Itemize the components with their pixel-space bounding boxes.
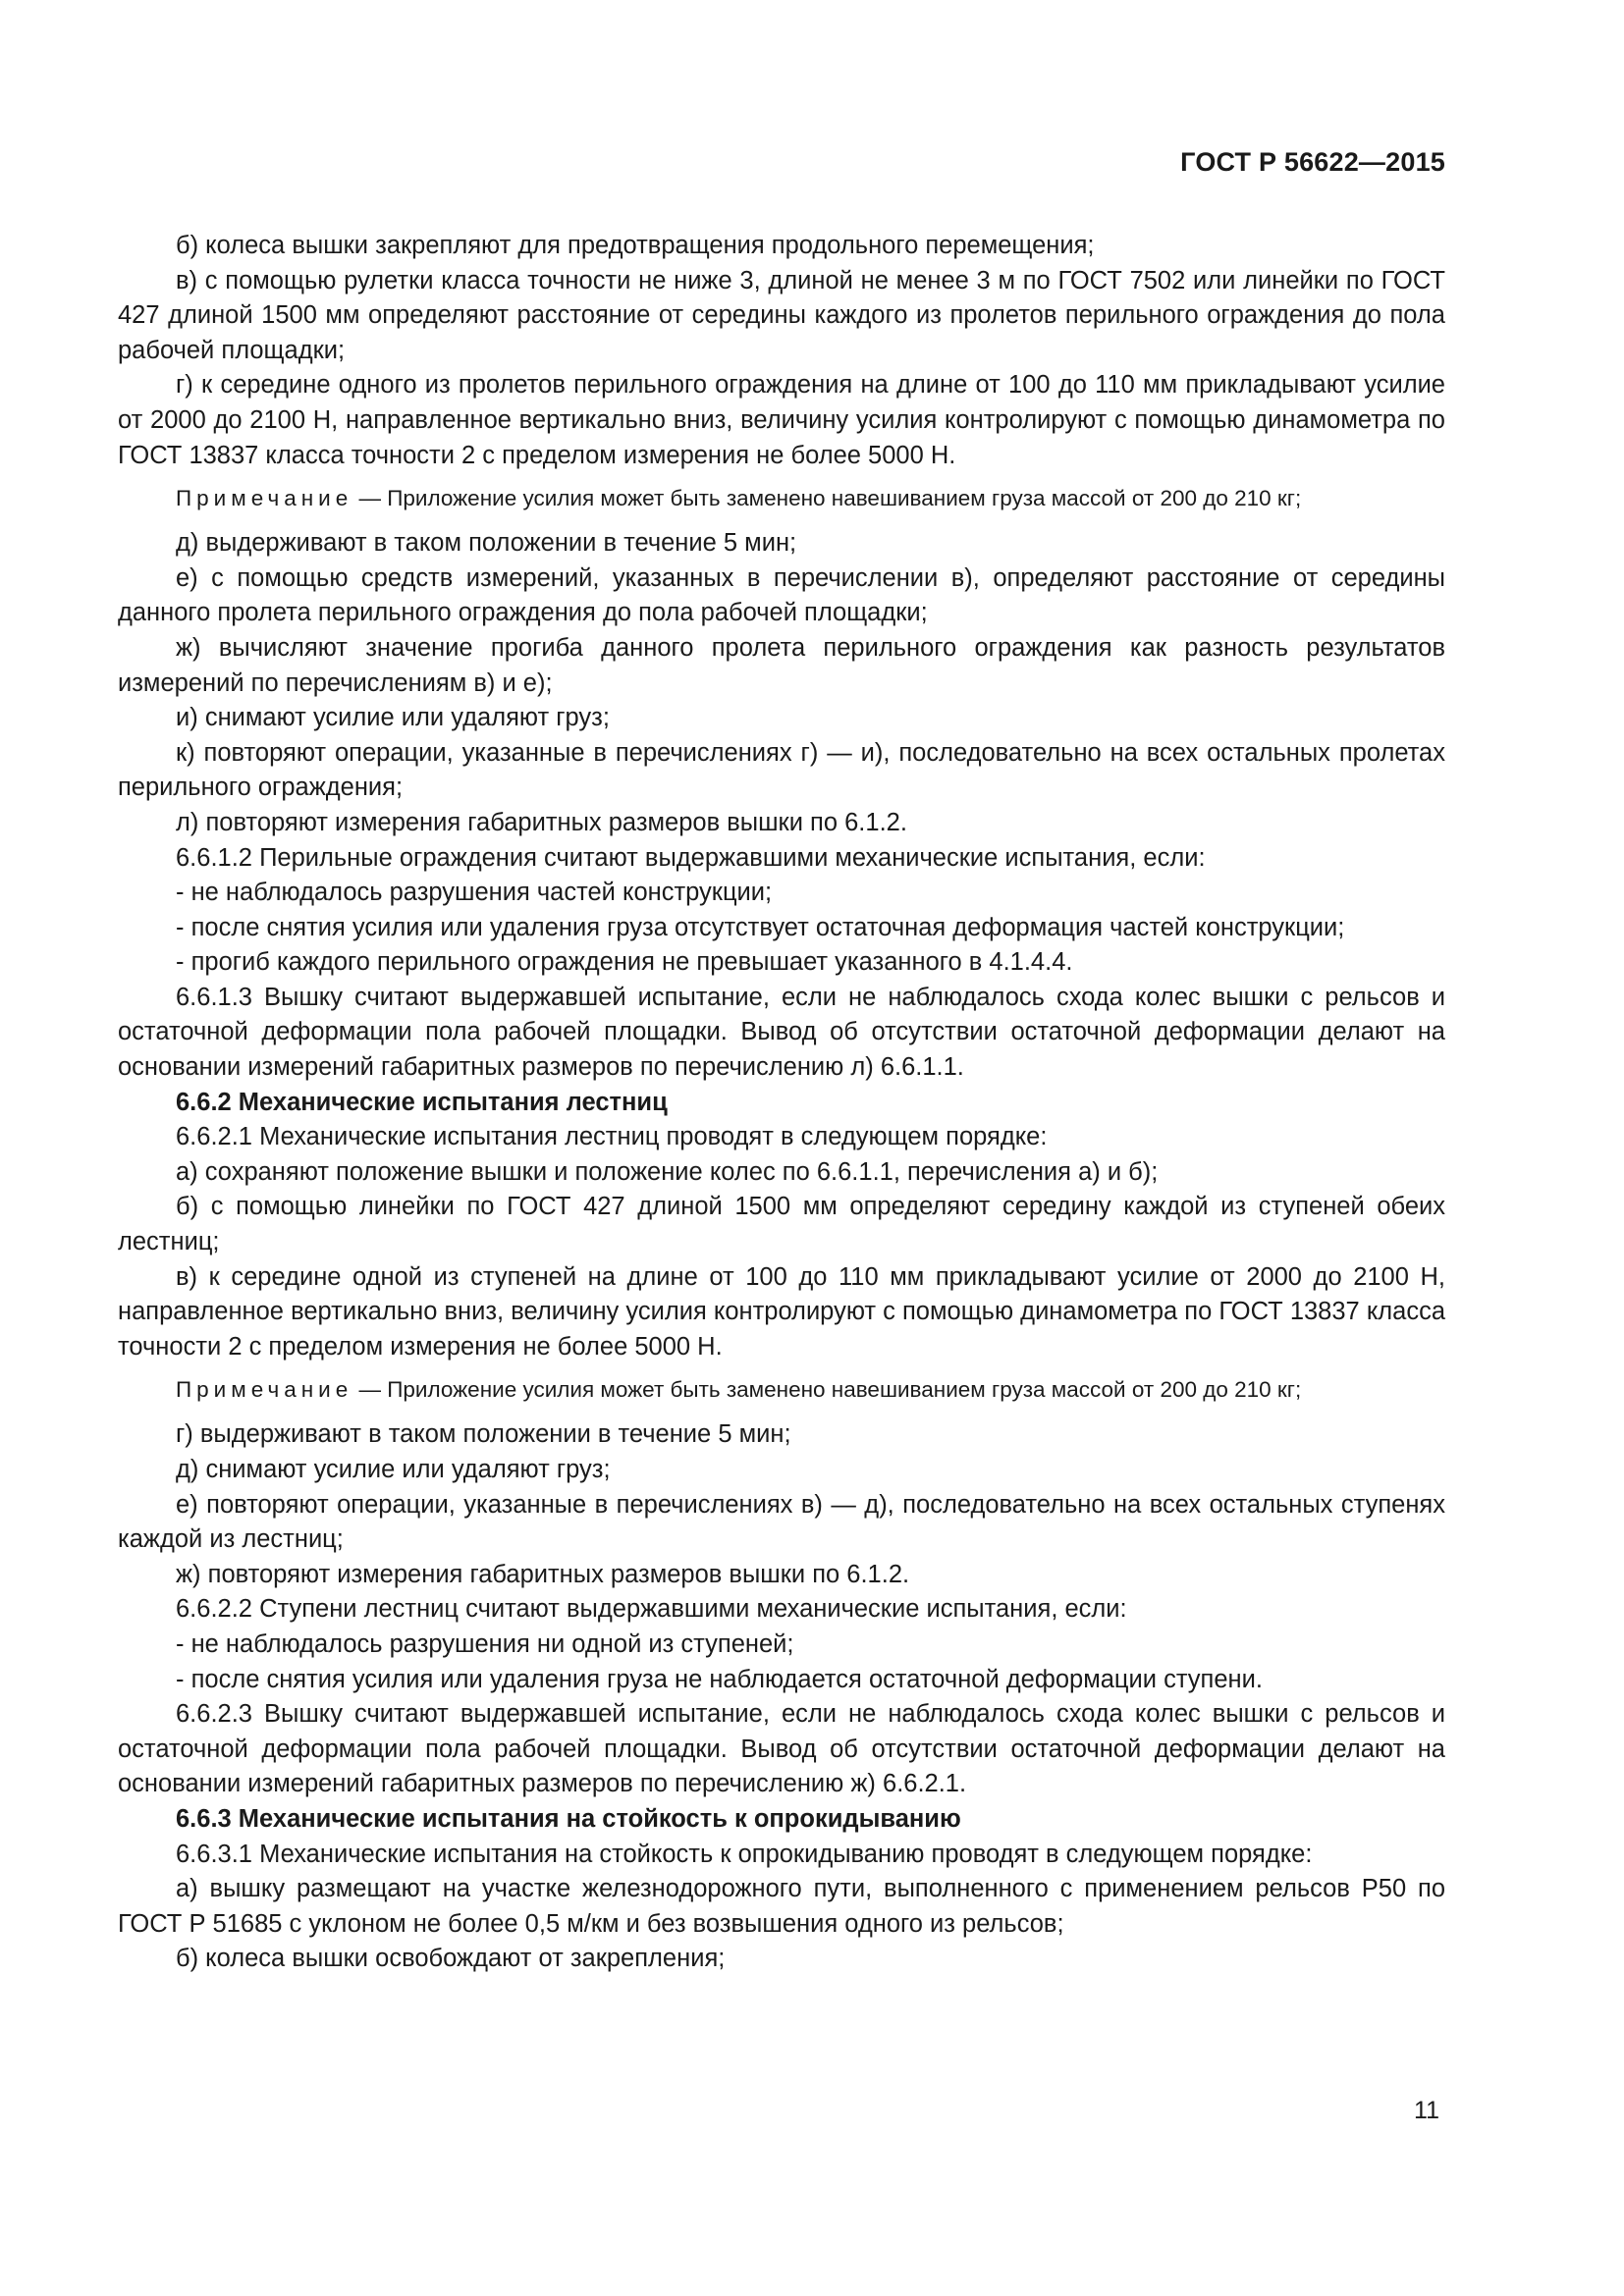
list-item: - не наблюдалось разрушения частей конструкции; bbox=[176, 879, 773, 907]
list-item: д) выдерживают в таком положении в течение 5 мин; bbox=[176, 529, 797, 558]
note-text: — Приложение усилия может быть заменено навешиванием груза массой от 200 до 210 кг; bbox=[352, 486, 1302, 511]
list-item: - прогиб каждого перильного ограждения не превышает указанного в 4.1.4.4. bbox=[176, 948, 1073, 977]
list-item: ж) вычисляют значение прогиба данного пролета перильного ограждения как разность результатов измерений по перечислениям в) и е); bbox=[118, 633, 1445, 697]
note-label: Примечание bbox=[176, 1377, 353, 1403]
list-item: е) повторяют операции, указанные в перечислениях в) — д), последовательно на всех остальных ступенях каждой из лестниц; bbox=[118, 1490, 1445, 1554]
document-body bbox=[118, 229, 1445, 1977]
note-label: Примечание bbox=[176, 486, 353, 511]
clause-paragraph: 6.6.1.2 Перильные ограждения считают выдержавшими механические испытания, если: bbox=[176, 843, 1206, 872]
clause-paragraph: 6.6.3.1 Механические испытания на стойкость к опрокидыванию проводят в следующем порядке: bbox=[176, 1840, 1313, 1868]
list-item: ж) повторяют измерения габаритных размеров вышки по 6.1.2. bbox=[176, 1560, 910, 1588]
note bbox=[118, 482, 1445, 514]
list-item: и) снимают усилие или удаляют груз; bbox=[176, 704, 610, 732]
document-code: ГОСТ Р 56622—2015 bbox=[1180, 147, 1445, 177]
list-item: б) колеса вышки освобождают от закрепления; bbox=[176, 1945, 726, 1973]
list-item: д) снимают усилие или удаляют груз; bbox=[176, 1456, 611, 1483]
list-item: а) вышку размещают на участке железнодорожного пути, выполненного с применением рельсов Р50 по ГОСТ Р 51685 с уклоном не более 0,5 м/км и без возвышения одного из рельсов; bbox=[118, 1875, 1445, 1938]
list-item: в) к середине одной из ступеней на длине от 100 до 110 мм прикладывают усилие от 2000 до 2100 Н, направленное вертикально вниз, величину усилия контролируют с помощью динамометра по ГОСТ 13837 класса точности 2 с пределом измерения не более 5000 Н. bbox=[118, 1262, 1445, 1361]
list-item: е) с помощью средств измерений, указанных в перечислении в), определяют расстояние от середины данного пролета перильного ограждения до пола рабочей площадки; bbox=[118, 563, 1445, 627]
list-item: б) колеса вышки закрепляют для предотвращения продольного перемещения; bbox=[176, 232, 1095, 259]
clause-paragraph: 6.6.2.3 Вышку считают выдержавшей испытание, если не наблюдалось схода колес вышки с рельсов и остаточной деформации пола рабочей площадки. Вывод об отсутствии остаточной деформации делают на основании измерений габаритных размеров по перечислению ж) 6.6.2.1. bbox=[118, 1700, 1445, 1798]
page-number: 11 bbox=[1414, 2097, 1439, 2124]
list-item: к) повторяют операции, указанные в перечислениях г) — и), последовательно на всех остальных пролетах перильного ограждения; bbox=[118, 738, 1445, 802]
clause-paragraph: 6.6.2.1 Механические испытания лестниц проводят в следующем порядке: bbox=[176, 1123, 1048, 1151]
list-item: а) сохраняют положение вышки и положение колес по 6.6.1.1, перечисления а) и б); bbox=[176, 1157, 1159, 1186]
list-item: л) повторяют измерения габаритных размеров вышки по 6.1.2. bbox=[176, 808, 907, 836]
list-item: г) выдерживают в таком положении в течение 5 мин; bbox=[176, 1420, 791, 1449]
clause-paragraph: 6.6.1.3 Вышку считают выдержавшей испытание, если не наблюдалось схода колес вышки с рельсов и остаточной деформации пола рабочей площадки. Вывод об отсутствии остаточной деформации делают на основании измерений габаритных размеров по перечислению л) 6.6.1.1. bbox=[118, 983, 1445, 1082]
list-item: б) с помощью линейки по ГОСТ 427 длиной 1500 мм определяют середину каждой из ступеней обеих лестниц; bbox=[118, 1193, 1445, 1256]
list-item: - после снятия усилия или удаления груза не наблюдается остаточной деформации ступени. bbox=[176, 1665, 1263, 1693]
list-item: в) с помощью рулетки класса точности не ниже 3, длиной не менее 3 м по ГОСТ 7502 или линейки по ГОСТ 427 длиной 1500 мм определяют расстояние от середины каждого из пролетов перильного ограждения до пола рабочей площадки; bbox=[118, 266, 1445, 364]
note-text: — Приложение усилия может быть заменено навешиванием груза массой от 200 до 210 кг; bbox=[352, 1377, 1302, 1403]
note bbox=[118, 1373, 1445, 1406]
section-heading: 6.6.3 Механические испытания на стойкость к опрокидыванию bbox=[176, 1804, 961, 1833]
clause-paragraph: 6.6.2.2 Ступени лестниц считают выдержавшими механические испытания, если: bbox=[176, 1595, 1127, 1624]
section-heading: 6.6.2 Механические испытания лестниц bbox=[176, 1088, 668, 1116]
list-item: - не наблюдалось разрушения ни одной из ступеней; bbox=[176, 1629, 794, 1658]
list-item: г) к середине одного из пролетов перильного ограждения на длине от 100 до 110 мм прикладывают усилие от 2000 до 2100 Н, направленное вертикально вниз, величину усилия контролируют с помощью динамометра по ГОСТ 13837 класса точности 2 с пределом измерения не более 5000 Н. bbox=[118, 371, 1445, 469]
list-item: - после снятия усилия или удаления груза отсутствует остаточная деформация частей конструкции; bbox=[176, 913, 1345, 941]
